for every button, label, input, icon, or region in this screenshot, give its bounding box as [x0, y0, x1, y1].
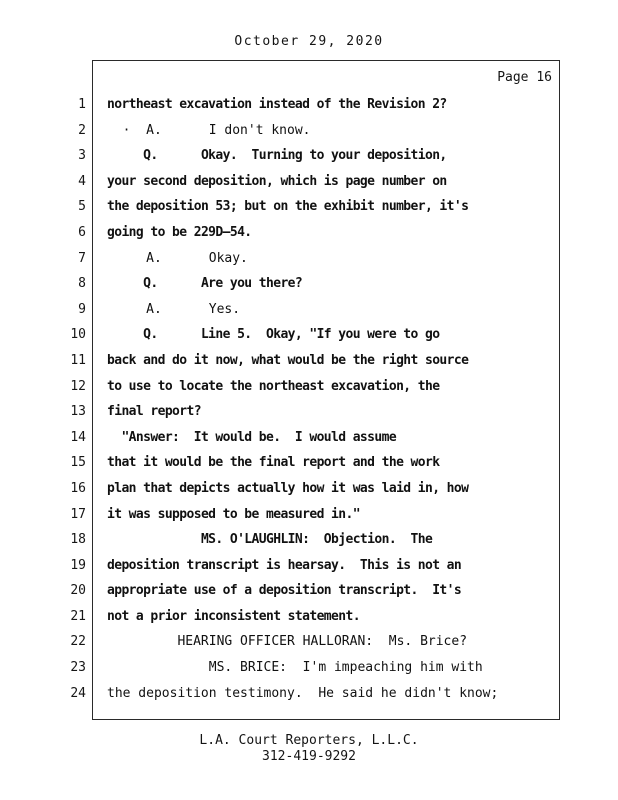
line-text: that it would be the final report and the work — [107, 455, 440, 471]
line-text: the deposition 53; but on the exhibit number, it's — [107, 199, 469, 215]
line-number: 13 — [70, 404, 86, 420]
transcript-line — [0, 655, 560, 681]
line-text: appropriate use of a deposition transcript. It's — [107, 583, 462, 599]
line-number: 16 — [70, 480, 86, 496]
line-number: 3 — [78, 148, 86, 164]
line-number: 6 — [78, 224, 86, 240]
transcript-line — [0, 322, 560, 348]
transcript-line — [0, 527, 560, 553]
transcript-line — [0, 271, 560, 297]
line-number: 11 — [70, 352, 86, 368]
line-number: 18 — [70, 532, 86, 548]
transcript-line — [0, 578, 560, 604]
transcript-line — [0, 681, 560, 707]
transcript-line — [0, 220, 560, 246]
transcript-line — [0, 629, 560, 655]
line-number: 2 — [78, 122, 86, 138]
line-number: 17 — [70, 506, 86, 522]
line-number: 20 — [70, 583, 86, 599]
line-text: to use to locate the northeast excavation, the — [107, 378, 440, 394]
transcript-line — [0, 374, 560, 400]
line-number: 4 — [78, 173, 86, 189]
line-text: Q. Line 5. Okay, "If you were to go — [107, 327, 440, 343]
transcript-line — [0, 450, 560, 476]
line-number: 7 — [78, 250, 86, 266]
line-number: 15 — [70, 455, 86, 471]
line-text: back and do it now, what would be the right source — [107, 352, 469, 368]
transcript-line — [0, 604, 560, 630]
line-number: 21 — [70, 608, 86, 624]
transcript-line — [0, 502, 560, 528]
footer-company: L.A. Court Reporters, L.L.C. — [199, 733, 419, 748]
line-text: going to be 229D–54. — [107, 224, 252, 240]
line-number: 14 — [70, 429, 86, 445]
line-text: A. Yes. — [107, 301, 241, 317]
header-date: October 29, 2020 — [234, 34, 384, 49]
transcript-line — [0, 399, 560, 425]
line-number: 23 — [70, 660, 86, 676]
line-text: final report? — [107, 404, 201, 420]
line-text: it was supposed to be measured in." — [107, 506, 360, 522]
line-text: "Answer: It would be. I would assume — [107, 429, 397, 445]
line-number: 1 — [78, 97, 86, 112]
line-text: · A. I don't know. — [107, 122, 311, 138]
line-text: not a prior inconsistent statement. — [107, 608, 360, 624]
line-number: 22 — [70, 634, 86, 650]
transcript-line — [0, 92, 560, 118]
line-text: your second deposition, which is page number on — [107, 173, 447, 189]
line-text: MS. O'LAUGHLIN: Objection. The — [107, 532, 433, 548]
line-number: 8 — [78, 276, 86, 292]
line-number: 9 — [78, 301, 86, 317]
line-text: Q. Are you there? — [107, 276, 303, 292]
transcript-line — [0, 169, 560, 195]
page-number-label: Page 16 — [497, 70, 552, 85]
transcript-line — [0, 194, 560, 220]
line-text: A. Okay. — [107, 250, 248, 266]
footer-phone: 312-419-9292 — [262, 749, 356, 764]
line-text: HEARING OFFICER HALLORAN: Ms. Brice? — [107, 634, 468, 650]
line-text: plan that depicts actually how it was laid in, how — [107, 480, 469, 496]
line-number: 24 — [70, 685, 86, 701]
line-number: 5 — [78, 199, 86, 215]
line-number: 12 — [70, 378, 86, 394]
transcript-line — [0, 425, 560, 451]
line-text: deposition transcript is hearsay. This is not an — [107, 557, 462, 573]
transcript-line — [0, 118, 560, 144]
transcript-line — [0, 553, 560, 579]
line-text: northeast excavation instead of the Revision 2? — [107, 97, 447, 112]
transcript-line — [0, 348, 560, 374]
line-text: MS. BRICE: I'm impeaching him with — [107, 660, 483, 676]
transcript-line — [0, 476, 560, 502]
transcript-lines — [0, 92, 560, 706]
line-text: Q. Okay. Turning to your deposition, — [107, 148, 447, 164]
transcript-line — [0, 297, 560, 323]
transcript-line — [0, 143, 560, 169]
line-text: the deposition testimony. He said he didn't know; — [107, 685, 499, 701]
line-number: 10 — [70, 327, 86, 343]
transcript-line — [0, 246, 560, 272]
line-number: 19 — [70, 557, 86, 573]
